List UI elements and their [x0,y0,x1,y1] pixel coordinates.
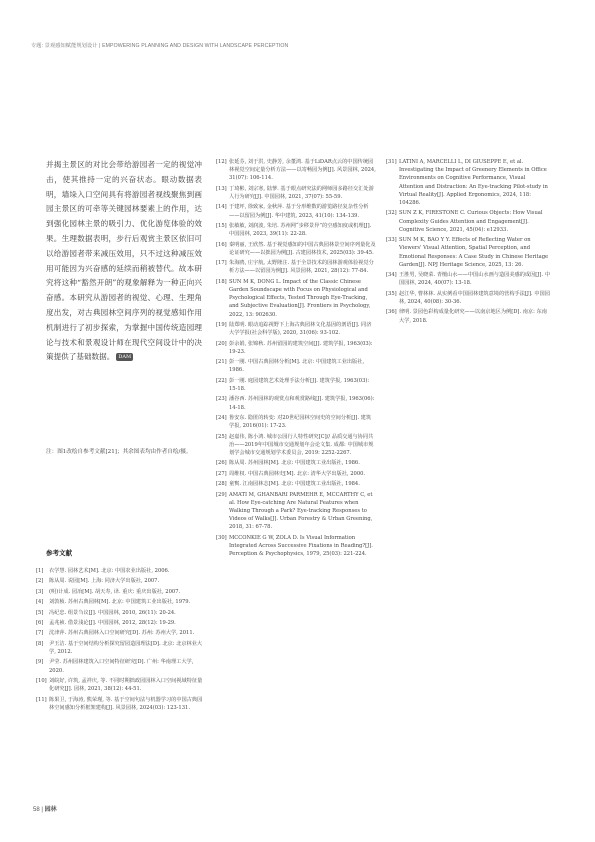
reference-item [386,158,550,207]
reference-number: [11] [36,696,47,703]
reference-number: [17] [216,260,227,267]
running-header: 专题: 景观感知赋能规划设计 | EMPOWERING PLANNING AND DESIGN WITH LANDSCAPE PERCEPTION [31,43,289,49]
body-paragraph [46,158,202,365]
reference-number: [16] [216,241,227,248]
reference-item [36,609,205,617]
reference-item [36,677,205,693]
page-number: 58 [33,807,40,813]
reference-item [36,619,205,627]
reference-number: [33] [386,237,397,244]
footer-divider: | [41,807,45,813]
reference-item [216,414,376,430]
references-column-2 [216,158,376,561]
reference-number: [27] [216,470,227,477]
reference-item [36,629,205,637]
references-column-3 [386,158,550,327]
reference-number: [26] [216,460,227,467]
reference-item [36,696,205,712]
reference-item [216,395,376,411]
reference-number: [1] [36,568,44,574]
reference-number: [20] [216,340,227,347]
reference-item [386,308,550,324]
reference-item [216,491,376,532]
reference-item [216,377,376,393]
reference-number: [2] [36,578,44,585]
reference-text: 孟兆祯. 借景浅论[J]. 中国园林, 2012, 28(12): 19-29. [49,619,176,626]
reference-text: SUN Z K, FIRESTONE C. Curious Objects: How Visual Complexity Guides Attention and Engagement[J]. Cognitive Science, 2021, 45(04): e12933. [399,210,543,233]
reference-item [216,480,376,488]
reference-number: [30] [216,534,227,541]
reference-number: [15] [216,222,227,229]
reference-number: [19] [216,321,227,328]
page-footer [33,804,57,813]
reference-number: [5] [36,609,44,616]
reference-number: [23] [216,396,227,403]
reference-item [216,358,376,374]
reference-item [36,598,205,606]
reference-number: [13] [216,185,227,192]
reference-number: [12] [216,159,227,165]
reference-item [216,278,376,319]
reference-item [386,209,550,234]
reference-item [386,271,550,287]
reference-item [216,241,376,257]
magazine-name: 园林 [44,807,57,813]
reference-text: 周维权. 中国古典园林史[M]. 北京: 清华大学出版社, 2000. [229,470,366,477]
reference-text: 赵嘉伟, 陈小鸿. 城市公园行人特性研究[C]// 品质交通与协同共治——2019年中国城市交通规划年会论文集. 成都: 中国城市规划学会城市交通规划学术委员会, 2019: 2252-2267. [229,433,374,456]
reference-number: [35] [386,290,397,297]
reference-text: 朱海鸥, 庄宇航, 太野隆注. 基于全景技术的园林游观体验视觉分析方法——以留园为例[J]. 风景园林, 2021, 28(12): 77-84. [229,260,374,275]
reference-text: 彭一刚. 庭园建筑艺术处理手法分析[J]. 建筑学报, 1963(03): 15-18. [229,377,370,392]
reference-text: SUN M K, BAO Y Y. Effects of Reflecting Water on Viewers' Visual Attention, Spatial Perception, and Emotional Responses: A Case Study in Chinese Heritage Garden[J]. NPJ Heritage Science, 2025, 13: 26. [399,237,549,268]
reference-item [386,290,550,306]
reference-item [216,433,376,458]
reference-item [216,259,376,275]
reference-text: 王胜男, 吴晓菜. 青檀山水——中国山水画与造园美感的成因[J]. 中国园林, 2024, 40(07): 13-18. [399,272,550,287]
reference-text: 丁琦彬, 刘宗寒, 陆蓼. 基于眼点研究法的网师园多路径交汇处游人行为研究[J]. 中国园林, 2021, 37(07): 55-59. [229,185,374,200]
reference-text: 尹玉洁. 基于空间结构分析探究留园造园理法[D]. 北京: 北京林业大学, 2012. [49,640,203,655]
reference-number: [24] [216,414,227,421]
reference-number: [9] [36,659,44,666]
reference-text: AMATI M, GHANBARI PARMEHR E, MCCARTHY C, et al. How Eye-catching Are Natural Features when Walking Through a Park? Eye-tracking Responses to Videos of Walks[J]. Urban Forestry & Urban Greening, 2018, 31: 67-78. [229,491,373,531]
reference-text: 刘皖好, 许筑, 孟祥庆, 等. 不同时期拙政园园林入口空间视域特征量化研究[J]. 园林, 2021, 38(12): 44-51. [49,677,203,693]
reference-item [36,577,205,585]
body-paragraph-text: 并揭主景区的对比会带给游园者一定的视觉冲击，使其推持一定的兴奋状态。眼动数据表明，墙垛入口空间具有将游园者视线聚焦到画园主景区的可牵等关键园林要素上的作用，达到强化园林主景的吸引力、优化游览体验的效果。生理数据表明，步行后观赏主景区依旧可以给游园者带来减压效用，只不过这种减压效用可能因为兴奋感的延续而稍被替代。故本研究将这种“豁然开朗”的观象解释为一种正向兴奋感。本研究从游园者的视觉、心理、生理角度出发，对古典园林空间序列的视觉感知作用机制进行了初步探索，为掌握中国传统造园理论与技术和景观设计师在现代空间设计中的决策提供了基础数据。 [46,160,202,362]
reference-text: 鲁安东. 隐匿的转变: 对20世纪园林空间史的空间分析[J]. 建筑学报, 2016(01): 17-23. [229,414,372,430]
body-badge: DAM [118,354,132,361]
reference-number: [21] [216,359,227,366]
reference-text: LATINI A, MARCELLI L, DI GIUSEPPE E, et al. Investigating the Impact of Greenery Elements in Office Environments on Cognitive Performance, Visual Attention and Distraction: An Eye-tracking Pilot-study in Virtual Reality[J]. Applied Ergonomics, 2024, 118: 104286. [399,159,548,207]
reference-number: [31] [386,159,397,165]
reference-number: [25] [216,433,227,440]
reference-item [386,236,550,269]
reference-item [216,222,376,238]
reference-text: 陆郑明. 眼动追踪视野下上海古典园林文化基因的剖语[J]. 同济大学学报(社会科学版), 2020, 31(06): 93-102. [229,321,372,337]
reference-item [36,567,205,575]
reference-text: 沈津萍. 苏州古典园林入口空间研究[D]. 苏州: 苏州大学, 2011. [49,630,195,637]
reference-number: [28] [216,481,227,488]
reference-text: 律明. 景园色彩构成量化研究——以南京地区为例[D]. 南京: 东南大学, 2018. [399,309,547,324]
reference-text: 陈从周. 苏州园林[M]. 北京: 中国建筑工业出版社, 1986. [229,460,360,467]
reference-number: [8] [36,640,44,647]
reference-item [216,203,376,219]
reference-text: 刘敦桢. 苏州古典园林[M]. 北京: 中国建筑工业出版社, 1979. [49,599,191,606]
reference-number: [22] [216,377,227,384]
reference-text: 陈从周. 说园[M]. 上海: 同济大学出版社, 2007. [49,578,160,585]
figure-note: 注：图1改绘自参考文献[21]；其余图表均由作者自绘/摄。 [46,449,192,455]
reference-number: [36] [386,309,397,316]
reference-item [216,534,376,559]
reference-text: 赵江华, 曹林林. 从实例看中国园林建筑意境的营构手法[J]. 中国园林, 2024, 40(08): 30-36. [399,290,550,305]
reference-number: [3] [36,588,44,595]
reference-number: [6] [36,619,44,626]
reference-item [36,588,205,596]
reference-text: 于建坪, 徐致家, 金秋萍. 基于分形维数的游览路径复杂性分析——以留园为例[J]. 华中建筑, 2023, 41(10): 134-139. [229,204,369,219]
reference-text: (明)计成. 园冶[M]. 胡天寿, 译. 重庆: 重庆出版社, 2007. [49,588,181,595]
reference-text: 彭一刚. 中国古典园林分析[M]. 北京: 中国建筑工业出版社, 1986. [229,359,365,374]
references-column-1 [36,567,205,714]
reference-text: 彭余娟, 张锦秋. 苏州留园的建筑空间[J]. 建筑学报, 1963(03): 19-23. [229,340,373,355]
reference-text: SUN M K, DONG L. Impact of the Classic Chinese Garden Soundscape with Focus on Physiological and Psychological Effects, Tested Through Eye-Tracking, and Subjective Evaluation[J]. Frontiers in Psychology, 2022, 13: 902630. [229,278,371,318]
reference-number: [7] [36,630,44,637]
reference-item [216,470,376,478]
reference-text: 张敏敏, 刘润波, 朱培. 苏州网“步移景异”的空感知度或机理[J]. 中国园林, 2023, 39(11): 22-28. [229,222,372,238]
reference-item [216,340,376,356]
reference-item [216,321,376,337]
reference-text: 潘谷西. 苏州园林的观赏点和观赏路线[J]. 建筑学报, 1963(06): 14-18. [229,396,375,411]
reference-item [216,185,376,201]
reference-text: 张延芬, 刘于洪, 史静芳, 余董鸿. 基于LiDAR点云的中国传统园林视觉空间定量分析方法——以寄畅园为例[J]. 风景园林, 2024, 31(07): 106-114. [229,159,376,182]
reference-item [36,640,205,656]
reference-number: [4] [36,599,44,606]
reference-number: [18] [216,278,227,285]
reference-number: [32] [386,210,397,217]
reference-number: [14] [216,204,227,211]
reference-text: MCCONKIE G W, ZOLA D. Is Visual Information Integrated Across Successive Fixations in Reading?[J]. Perception & Psychophysics, 1979, 25(03): 221-224. [229,534,373,558]
reference-text: 尹莹. 苏州园林建筑入口空间特征研究[D]. 广州: 华南理工大学, 2020. [49,659,194,674]
reference-item [216,459,376,467]
references-title: 参考文献 [46,549,72,557]
reference-number: [29] [216,491,227,498]
reference-item [36,658,205,674]
reference-text: 童寯. 江南园林志[M]. 北京: 中国建筑工业出版社, 1984. [229,481,360,488]
reference-text: 冯纪忠. 组景刍议[J]. 中国园林, 2010, 26(11): 20-24. [49,609,176,616]
reference-text: 秦明丽, 王欣然. 基于视觉感知的中国古典园林景空间序列量化及论证研究——以拙园为例[J]. 古建园林技术, 2025(03): 39-45. [229,241,376,256]
reference-text: 衣学慧. 园林艺术[M]. 北京: 中国农业出版社, 2006. [49,568,170,574]
reference-number: [10] [36,677,47,684]
reference-number: [34] [386,272,397,279]
reference-item [216,158,376,183]
reference-text: 陈果卫, 于海涛, 熊荣瑾, 等. 基于空间句法与机器学习的中国古典园林空间感知分析框架建构[J]. 风景园林, 2024(03): 123-131. [49,696,203,711]
